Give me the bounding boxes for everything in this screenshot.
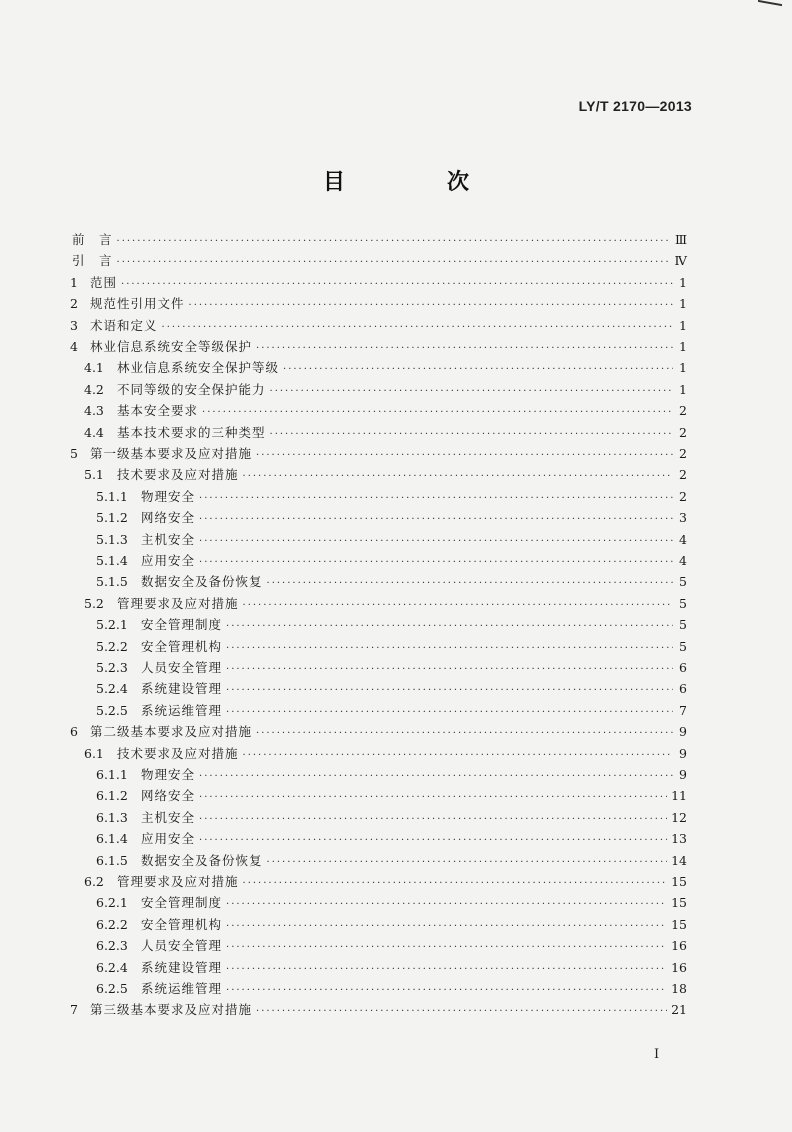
toc-entry[interactable] [70,722,687,742]
toc-entry-number: 6.2.3 [96,938,128,954]
toc-entry[interactable] [96,658,687,678]
toc-entry-label: 范围 [90,274,118,290]
toc-dot-leader [256,724,673,744]
toc-entry[interactable] [96,487,687,507]
toc-entry[interactable] [96,786,687,806]
toc-entry-page: 5 [679,617,687,633]
toc-entry-label: 第三级基本要求及应对措施 [90,1002,253,1018]
toc-entry-number: 5.2.4 [96,681,128,697]
toc-entry-page: Ⅳ [674,253,687,269]
toc-entry-page: 2 [679,446,687,461]
toc-entry-label: 基本安全要求 [117,403,199,419]
toc-dot-leader [270,382,673,402]
toc-entry-page: 18 [671,981,687,996]
toc-dot-leader [199,553,673,573]
toc-dot-leader [226,681,673,701]
toc-entry[interactable] [84,380,687,400]
toc-entry[interactable] [84,744,687,764]
toc-entry[interactable] [96,701,687,721]
toc-entry-page: 1 [679,339,687,354]
toc-entry-number: 4.1 [84,360,104,376]
toc-entry-label: 安全管理机构 [141,638,223,654]
toc-entry[interactable] [72,251,687,271]
toc-dot-leader [199,767,673,787]
toc-entry-label: 系统建设管理 [141,959,223,975]
toc-dot-leader [121,275,673,295]
toc-entry-number: 6 [70,724,78,740]
toc-entry[interactable] [84,594,687,614]
toc-entry-number: 6.2.2 [96,916,128,932]
toc-dot-leader [243,467,673,487]
toc-entry-page: 15 [671,895,687,911]
toc-entry[interactable] [84,401,687,421]
toc-entry[interactable] [96,508,687,528]
toc-entry-page: 9 [679,767,687,782]
toc-dot-leader [199,510,673,530]
toc-entry[interactable] [96,572,687,592]
toc-entry-number: 5.1.3 [96,531,128,547]
toc-entry-label: 应用安全 [141,553,196,568]
toc-entry-number: 6.1.3 [96,809,128,825]
toc-entry-number: 5.1.5 [96,574,128,590]
toc-entry[interactable] [96,637,687,657]
toc-entry[interactable] [84,358,687,378]
toc-entry[interactable] [70,273,687,293]
toc-entry-number: 5.1.2 [96,510,128,526]
toc-entry-page: 12 [671,809,687,825]
toc-entry-label: 林业信息系统安全等级保护 [90,339,253,354]
toc-entry-number: 5.2.2 [96,638,128,654]
toc-entry-number: 6.1.5 [96,852,128,868]
toc-entry[interactable] [70,1000,687,1020]
toc-entry-page: 2 [679,467,687,483]
toc-entry-number: 4.3 [84,403,104,419]
toc-dot-leader [256,446,673,466]
toc-entry[interactable] [96,851,687,871]
toc-entry-number: 5 [70,446,78,461]
toc-entry-page: 16 [671,938,687,954]
toc-entry-number: 2 [70,296,78,312]
toc-entry-label: 系统建设管理 [141,681,223,697]
toc-entry[interactable] [96,979,687,999]
toc-entry-number: 5.2.1 [96,617,128,633]
toc-dot-leader [199,788,667,808]
toc-entry-label: 系统运维管理 [141,981,223,996]
toc-entry-page: 1 [679,381,687,397]
toc-dot-leader [243,596,673,616]
toc-entry-page: 5 [679,595,687,611]
toc-entry-label: 林业信息系统安全保护等级 [117,360,280,376]
toc-entry-label: 安全管理机构 [141,916,223,932]
toc-entry-label: 引 言 [72,253,113,269]
toc-entry-label: 安全管理制度 [141,895,223,911]
toc-entry-page: 1 [679,296,687,312]
toc-entry-page: 13 [671,831,687,847]
toc-entry-label: 前 言 [72,232,113,247]
toc-entry-number: 7 [70,1002,78,1018]
toc-entry[interactable] [96,808,687,828]
toc-entry-page: 9 [679,745,687,761]
toc-entry-page: 1 [679,360,687,376]
toc-entry-number: 3 [70,317,78,333]
toc-entry-label: 规范性引用文件 [90,296,185,312]
toc-entry-label: 安全管理制度 [141,617,223,633]
toc-entry-label: 基本技术要求的三种类型 [117,424,266,440]
toc-dot-leader [270,425,673,445]
toc-entry-label: 数据安全及备份恢复 [141,574,263,590]
toc-entry-number: 6.2.4 [96,959,128,975]
toc-entry-page: Ⅲ [674,232,687,247]
toc-entry-page: 6 [679,681,687,697]
toc-dot-leader [226,938,667,958]
toc-entry-label: 不同等级的安全保护能力 [117,381,266,397]
toc-entry-label: 技术要求及应对措施 [117,467,239,483]
toc-entry-number: 5.2 [84,595,104,611]
page-number: I [654,1047,660,1062]
toc-entry-page: 16 [671,959,687,975]
toc-entry-number: 5.1.4 [96,553,128,568]
toc-entry-label: 第一级基本要求及应对措施 [90,446,253,461]
toc-entry[interactable] [96,936,687,956]
toc-entry-label: 管理要求及应对措施 [117,874,239,889]
toc-dot-leader [189,296,673,316]
toc-entry-page: 6 [679,660,687,675]
toc-entry-number: 5.2.5 [96,702,128,718]
toc-entry-page: 2 [679,488,687,504]
toc-dot-leader [243,746,673,766]
toc-entry-page: 14 [671,852,687,868]
toc-entry-page: 2 [679,403,687,419]
toc-dot-leader [267,574,673,594]
toc-entry-label: 网络安全 [141,788,196,804]
toc-entry[interactable] [96,679,687,699]
toc-entry-page: 15 [671,874,687,889]
toc-entry-label: 主机安全 [141,531,196,547]
toc-entry-page: 7 [679,702,687,718]
toc-entry[interactable] [84,465,687,485]
toc-dot-leader [283,360,673,380]
toc-entry-number: 6.1 [84,745,104,761]
toc-entry-label: 管理要求及应对措施 [117,595,239,611]
toc-entry-page: 5 [679,638,687,654]
toc-entry-page: 3 [679,510,687,526]
toc-entry-label: 第二级基本要求及应对措施 [90,724,253,740]
toc-dot-leader [226,617,673,637]
toc-entry-number: 6.1.4 [96,831,128,847]
toc-entry-page: 21 [671,1002,687,1018]
toc-entry-label: 人员安全管理 [141,938,223,954]
toc-entry-number: 4 [70,339,78,354]
toc-entry-number: 6.2.1 [96,895,128,911]
toc-entry[interactable] [96,829,687,849]
toc-dot-leader [226,917,667,937]
toc-entry-number: 5.1.1 [96,488,128,504]
toc-entry-number: 5.1 [84,467,104,483]
toc-dot-leader [162,318,673,338]
toc-entry[interactable] [70,444,687,464]
toc-entry[interactable] [70,316,687,336]
toc-entry-label: 技术要求及应对措施 [117,745,239,761]
toc-entry-page: 15 [671,916,687,932]
toc-entry-number: 6.1.1 [96,767,128,782]
toc-entry[interactable] [96,915,687,935]
scan-corner-mark [758,0,782,12]
toc-entry-label: 主机安全 [141,809,196,825]
toc-dot-leader [226,660,673,680]
toc-dot-leader [226,895,667,915]
toc-entry[interactable] [96,765,687,785]
toc-entry[interactable] [96,893,687,913]
toc-entry[interactable] [84,872,687,892]
toc-entry-number: 4.2 [84,381,104,397]
toc-dot-leader [226,639,673,659]
toc-entry-label: 应用安全 [141,831,196,847]
document-code: LY/T 2170—2013 [578,98,692,114]
page-title: 目 次 [322,170,509,195]
toc-entry-number: 1 [70,274,78,290]
toc-entry[interactable] [96,530,687,550]
toc-entry-page: 2 [679,424,687,440]
toc-entry-label: 系统运维管理 [141,702,223,718]
toc-entry[interactable] [70,337,687,357]
toc-entry-page: 9 [679,724,687,740]
toc-entry-label: 数据安全及备份恢复 [141,852,263,868]
toc-entry-label: 术语和定义 [90,317,158,333]
toc-entry[interactable] [96,615,687,635]
toc-entry-label: 物理安全 [141,488,196,504]
toc-entry-page: 4 [679,553,687,568]
toc-entry-label: 网络安全 [141,510,196,526]
toc-dot-leader [202,403,673,423]
toc-dot-leader [226,703,673,723]
toc-dot-leader [117,253,671,273]
toc-dot-leader [267,853,668,873]
toc-entry-page: 1 [679,317,687,333]
toc-entry-label: 物理安全 [141,767,196,782]
toc-entry[interactable] [70,294,687,314]
toc-entry-page: 5 [679,574,687,590]
toc-entry-number: 4.4 [84,424,104,440]
toc-entry-number: 6.2 [84,874,104,889]
toc-dot-leader [243,874,668,894]
toc-entry-label: 人员安全管理 [141,660,223,675]
toc-entry[interactable] [84,423,687,443]
toc-dot-leader [226,981,667,1001]
toc-entry-number: 5.2.3 [96,660,128,675]
toc-dot-leader [199,532,673,552]
toc-entry[interactable] [96,958,687,978]
toc-entry[interactable] [96,551,687,571]
toc-dot-leader [256,339,673,359]
toc-dot-leader [117,232,671,252]
toc-entry[interactable] [72,230,687,250]
toc-entry-page: 1 [679,274,687,290]
toc-dot-leader [226,960,667,980]
toc-dot-leader [199,831,667,851]
toc-entry-page: 4 [679,531,687,547]
toc-dot-leader [199,810,667,830]
toc-entry-number: 6.2.5 [96,981,128,996]
toc-dot-leader [199,489,673,509]
toc-entry-page: 11 [671,788,687,804]
toc-entry-number: 6.1.2 [96,788,128,804]
toc-dot-leader [256,1002,667,1022]
